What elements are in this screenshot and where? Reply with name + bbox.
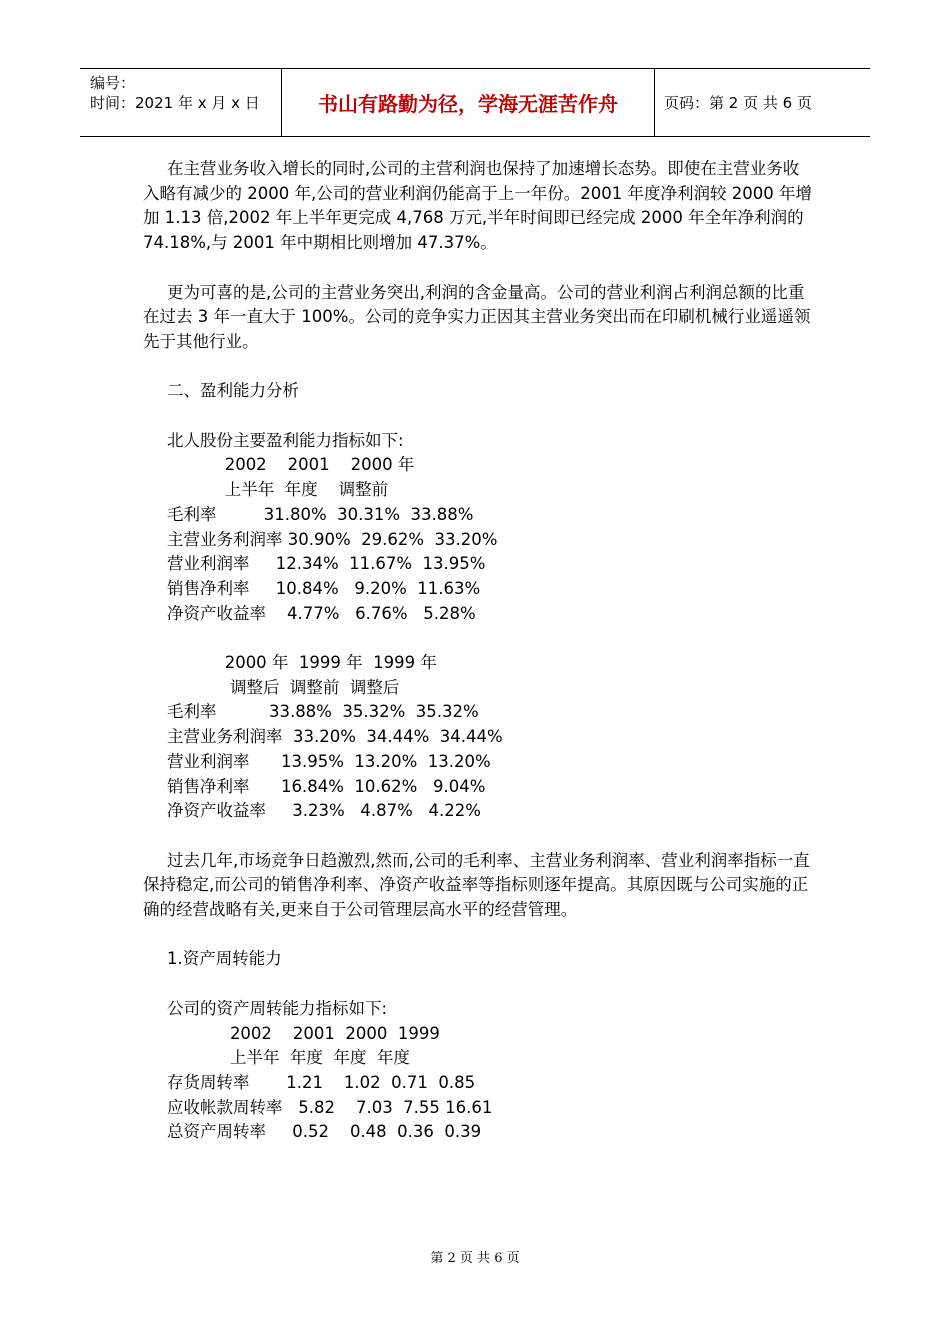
table-row: 上半年 年度 年度 年度 [167,1048,410,1068]
table-row: 2002 2001 2000 1999 [167,1023,440,1043]
table-row: 销售净利率 10.84% 9.20% 11.63% [167,578,481,598]
table-row: 主营业务利润率 33.20% 34.44% 34.44% [167,727,503,747]
table-row: 存货周转率 1.21 1.02 0.71 0.85 [167,1072,476,1092]
profitability-table-1 [143,453,813,626]
table-row: 销售净利率 16.84% 10.62% 9.04% [167,776,486,796]
date-label: 时间：2021 年 x 月 x 日 [90,94,260,112]
subsection-title-asset-turnover: 1.资产周转能力 [167,949,282,969]
table-row: 主营业务利润率 30.90% 29.62% 33.20% [167,529,498,549]
page-footer: 第 2 页 共 6 页 [430,1251,520,1266]
header-divider [281,69,282,136]
table-row: 营业利润率 13.95% 13.20% 13.20% [167,751,491,771]
profitability-table-2 [143,651,813,824]
header-page-info: 页码：第 2 页 共 6 页 [664,94,812,112]
table-row: 净资产收益率 4.77% 6.76% 5.28% [167,603,476,623]
section-title-profitability: 二、盈利能力分析 [167,381,299,401]
table-row: 营业利润率 12.34% 11.67% 13.95% [167,554,486,574]
table-row: 2000 年 1999 年 1999 年 [167,653,437,672]
paragraph-profit-quality: 更为可喜的是,公司的主营业务突出,利润的含金量高。公司的营业利润占利润总额的比重在过去 3 年一直大于 100%。公司的竞争实力正因其主营业务突出而在印刷机械行业遥遥领先于其他行业。 [143,282,811,351]
table-row: 调整后 调整前 调整后 [167,677,400,697]
document-body [143,157,813,1145]
table-row: 总资产周转率 0.52 0.48 0.36 0.39 [167,1122,482,1142]
table-row: 应收帐款周转率 5.82 7.03 7.55 16.61 [167,1097,493,1117]
header-meta [90,73,260,113]
table-row: 毛利率 31.80% 30.31% 33.88% [167,504,474,524]
paragraph-competition: 过去几年,市场竞争日趋激烈,然而,公司的毛利率、主营业务利润率、营业利润率指标一直保持稳定,而公司的销售净利率、净资产收益率等指标则逐年提高。其原因既与公司实施的正确的经营战略有关,更来自于公司管理层高水平的经营管理。 [143,850,810,920]
header-divider [654,69,655,136]
table1-intro: 北人股份主要盈利能力指标如下: [167,430,404,450]
asset-turnover-table [143,1022,813,1146]
header-motto: 书山有路勤为径，学海无涯苦作舟 [318,92,618,116]
table-row: 2002 2001 2000 年 [167,455,415,475]
table-row: 毛利率 33.88% 35.32% 35.32% [167,702,479,722]
document-header [80,68,870,137]
paragraph-profit-growth: 在主营业务收入增长的同时,公司的主营利润也保持了加速增长态势。即使在主营业务收入略有减少的 2000 年,公司的营业利润仍能高于上一年份。2001 年度净利润较 2000 年增加 1.13 倍,2002 年上半年更完成 4,768 万元,半年时间即已经完成 2000 年全年净利润的 74.18%,与 2001 年中期相比则增加 47.37%。 [143,159,812,253]
table-row: 净资产收益率 3.23% 4.87% 4.22% [167,801,481,821]
table-row: 上半年 年度 调整前 [167,480,389,500]
number-label: 编号： [90,74,136,92]
table3-intro: 公司的资产周转能力指标如下: [167,998,388,1018]
